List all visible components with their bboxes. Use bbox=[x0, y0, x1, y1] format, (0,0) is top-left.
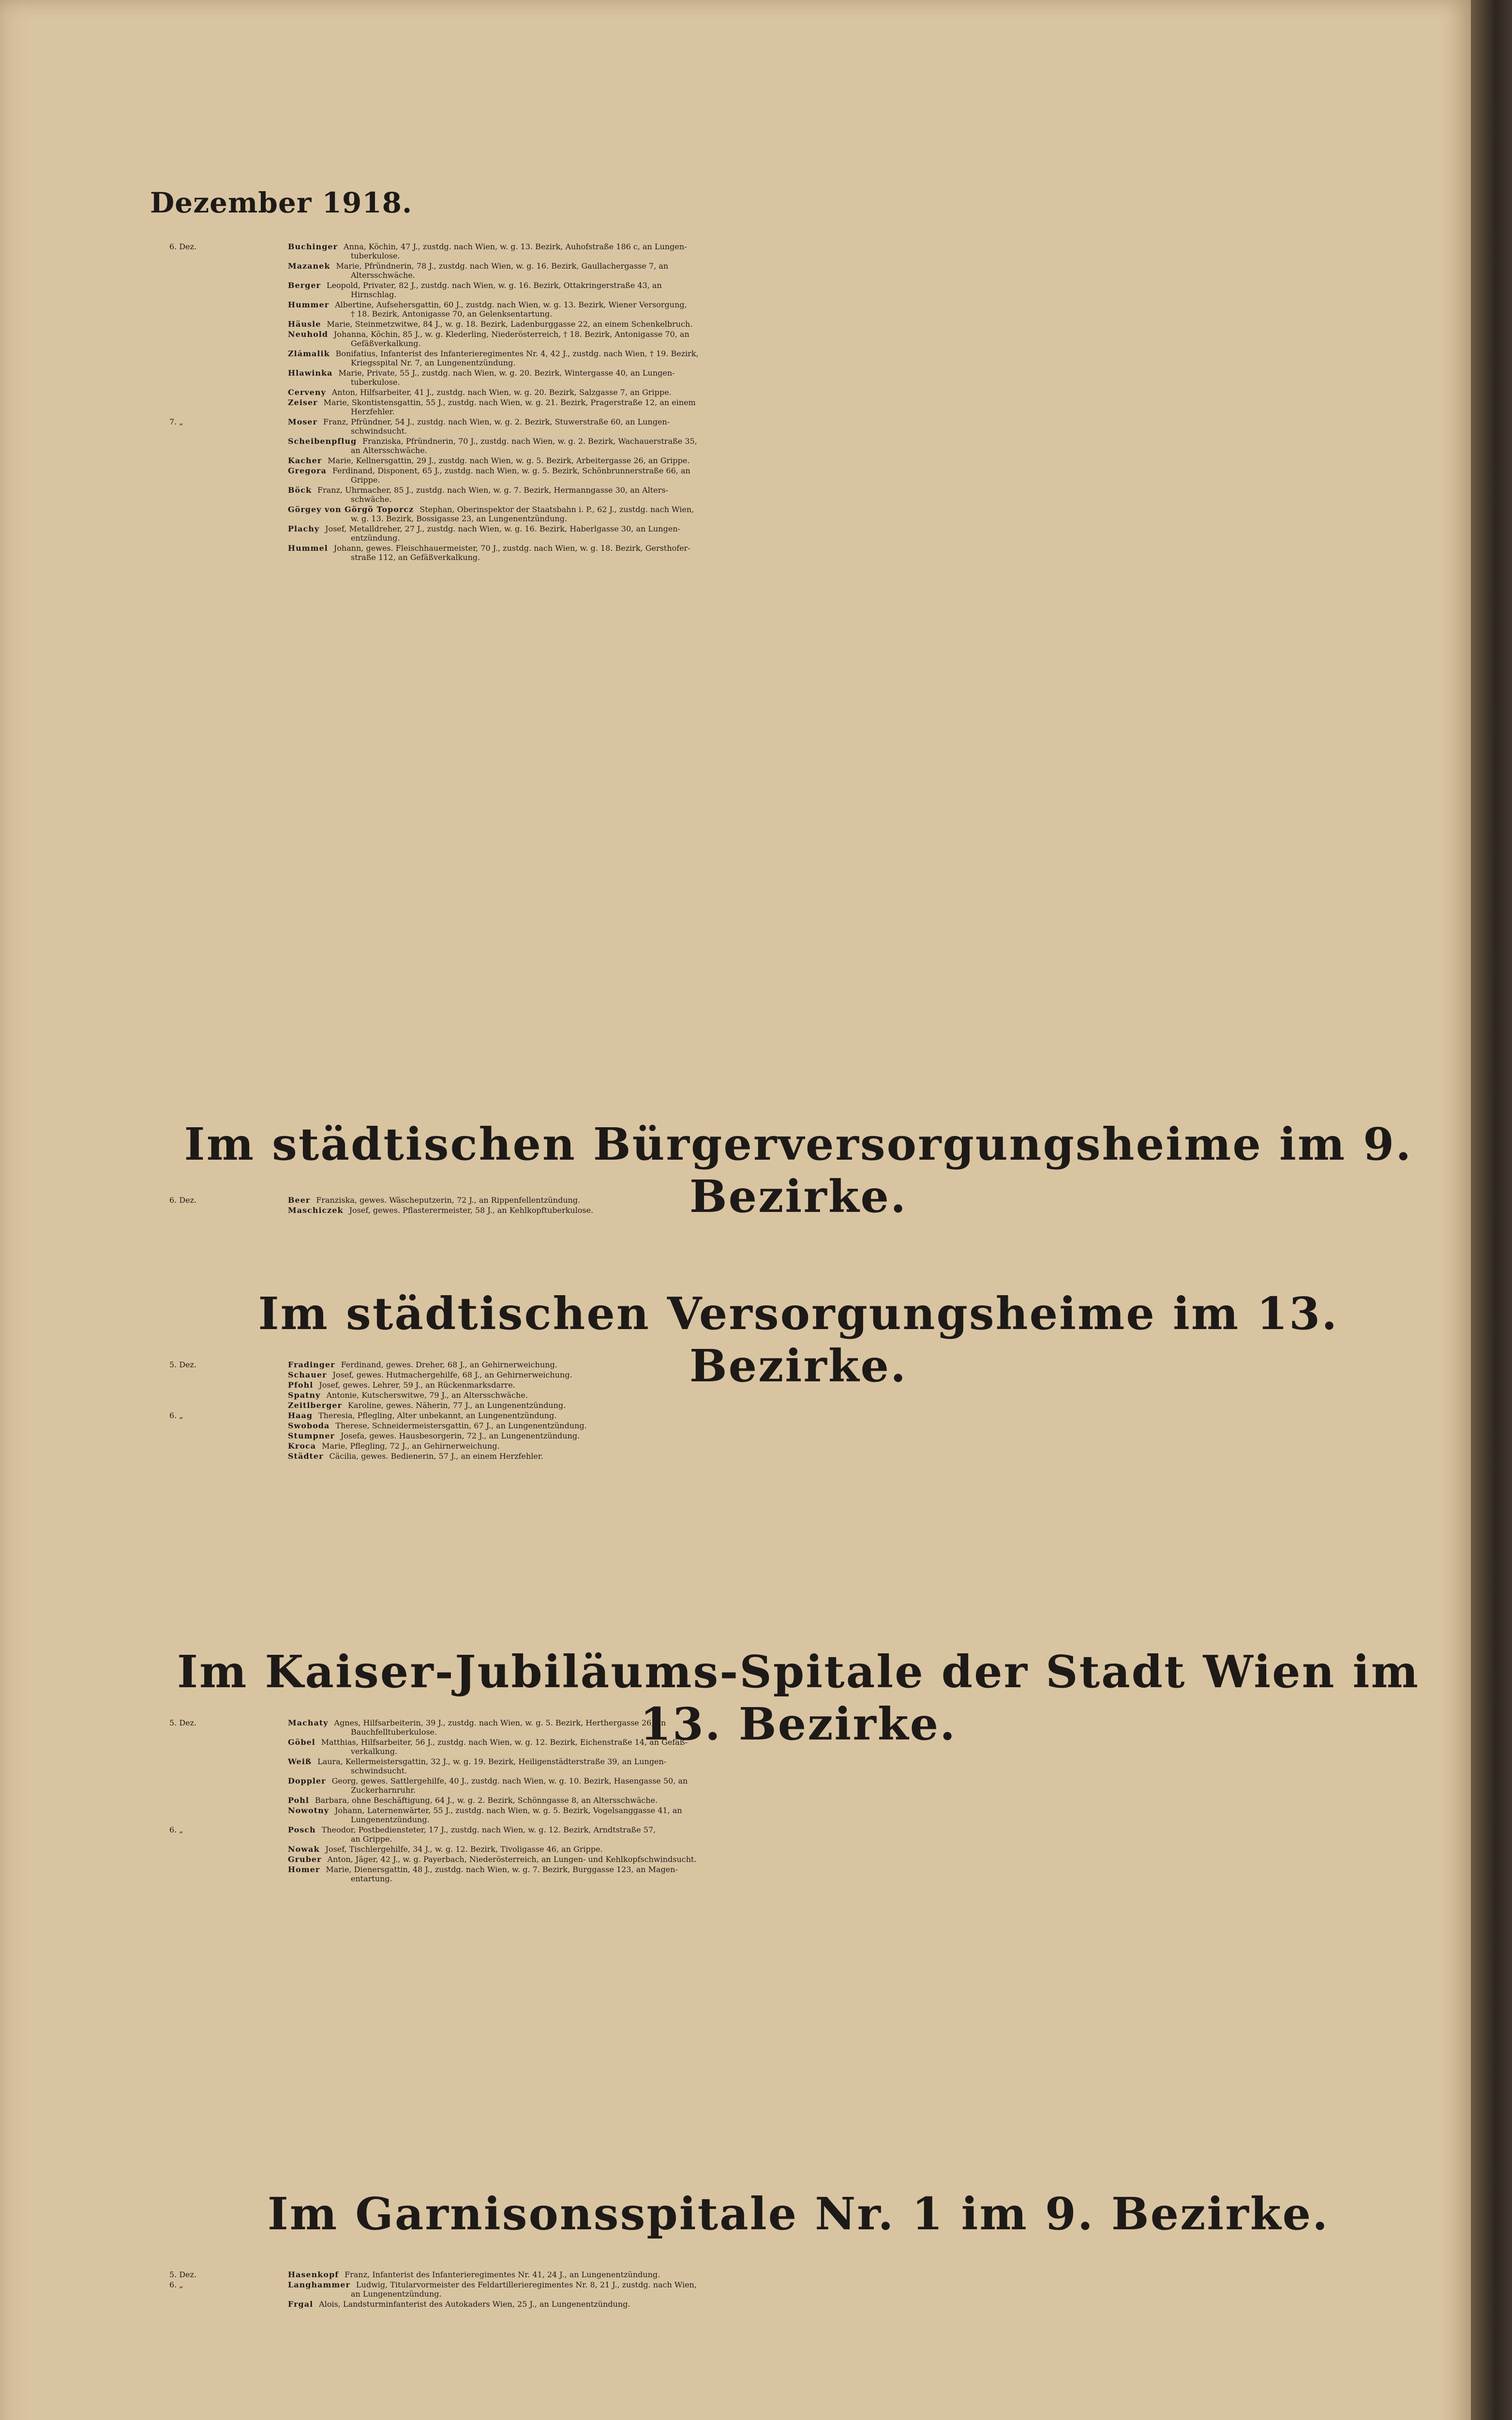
entry-surname: Weiß bbox=[288, 1757, 312, 1766]
entry-surname: Schauer bbox=[288, 1370, 327, 1379]
entry-surname: Städter bbox=[288, 1452, 324, 1461]
entry-surname: Zeitlberger bbox=[288, 1401, 342, 1410]
entry-date: 6. „ bbox=[169, 1411, 183, 1420]
death-record-entry bbox=[169, 1421, 1447, 1430]
entry-continuation: Gefäßverkalkung. bbox=[351, 339, 421, 348]
entry-details: Laura, Kellermeistersgattin, 32 J., w. g. 19. Bezirk, Heiligenstädterstraße 39, an Lungen- bbox=[317, 1757, 667, 1766]
entry-details: Ferdinand, gewes. Dreher, 68 J., an Gehirnerweichung. bbox=[341, 1360, 557, 1369]
entry-surname: Haag bbox=[288, 1411, 313, 1420]
entry-details: Theresia, Pflegling, Alter unbekannt, an Lungenentzündung. bbox=[318, 1411, 557, 1420]
death-record-entry bbox=[169, 2270, 1447, 2279]
entry-details: Anton, Jäger, 42 J., w. g. Payerbach, Niederösterreich, an Lungen- und Kehlkopfschwindsucht. bbox=[327, 1855, 697, 1864]
entry-continuation: an Altersschwäche. bbox=[351, 446, 427, 455]
entry-details: Marie, Kellnersgattin, 29 J., zustdg. nach Wien, w. g. 5. Bezirk, Arbeitergasse 26, an Grippe. bbox=[328, 456, 690, 465]
entry-surname: Scheibenpflug bbox=[288, 437, 357, 446]
entry-surname: Nowak bbox=[288, 1845, 320, 1854]
entry-surname: Böck bbox=[288, 485, 312, 495]
entry-continuation: entartung. bbox=[351, 1874, 392, 1883]
entry-details: Bonifatius, Infanterist des Infanterieregimentes Nr. 4, 42 J., zustdg. nach Wien, † 19. Bezirk, bbox=[335, 349, 699, 358]
death-record-entry bbox=[169, 1776, 1447, 1795]
entries-section-0 bbox=[169, 242, 1447, 563]
entry-surname: Neuhold bbox=[288, 330, 329, 339]
death-record-entry bbox=[169, 388, 1447, 397]
entry-details: Marie, Skontistensgattin, 55 J., zustdg. nach Wien, w. g. 21. Bezirk, Pragerstraße 12, an einem bbox=[323, 398, 696, 407]
entry-continuation: an Grippe. bbox=[351, 1834, 392, 1844]
entries-section-4 bbox=[169, 2270, 1447, 2310]
entry-continuation: w. g. 13. Bezirk, Bossigasse 23, an Lungenentzündung. bbox=[351, 514, 568, 523]
entries-section-2 bbox=[169, 1360, 1447, 1462]
entry-details: Marie, Pflegling, 72 J., an Gehirnerweichung. bbox=[322, 1441, 500, 1451]
entry-continuation: Zuckerharnruhr. bbox=[351, 1785, 416, 1795]
entry-details: Cäcilia, gewes. Bedienerin, 57 J., an einem Herzfehler. bbox=[329, 1452, 543, 1461]
death-record-entry bbox=[169, 281, 1447, 299]
entry-continuation: † 18. Bezirk, Antonigasse 70, an Gelenksentartung. bbox=[351, 309, 553, 318]
death-record-entry bbox=[169, 1738, 1447, 1756]
death-record-entry bbox=[169, 2299, 1447, 2309]
entry-surname: Kroca bbox=[288, 1441, 316, 1451]
entry-details: Antonie, Kutscherswitwe, 79 J., an Altersschwäche. bbox=[326, 1391, 528, 1400]
entry-continuation: an Lungenentzündung. bbox=[351, 2289, 442, 2299]
entry-details: Anton, Hilfsarbeiter, 41 J., zustdg. nach Wien, w. g. 20. Bezirk, Salzgasse 7, an Grippe. bbox=[331, 388, 672, 397]
entry-details: Alois, Landsturminfanterist des Autokaders Wien, 25 J., an Lungenentzündung. bbox=[319, 2299, 630, 2309]
death-record-entry bbox=[169, 368, 1447, 387]
entry-surname: Pfohl bbox=[288, 1380, 314, 1390]
entry-details: Johanna, Köchin, 85 J., w. g. Klederling, Niederösterreich, † 18. Bezirk, Antonigasse 70, an bbox=[334, 330, 689, 339]
death-record-entry bbox=[169, 1796, 1447, 1805]
entry-details: Anna, Köchin, 47 J., zustdg. nach Wien, w. g. 13. Bezirk, Auhofstraße 186 c, an Lungen- bbox=[344, 242, 687, 251]
entry-surname: Häusle bbox=[288, 319, 321, 329]
entry-details: Barbara, ohne Beschäftigung, 64 J., w. g. 2. Bezirk, Schönngasse 8, an Altersschwäche. bbox=[314, 1796, 658, 1805]
entry-details: Franziska, Pfründnerin, 70 J., zustdg. nach Wien, w. g. 2. Bezirk, Wachauerstraße 35, bbox=[362, 437, 697, 446]
entry-details: Ferdinand, Disponent, 65 J., zustdg. nach Wien, w. g. 5. Bezirk, Schönbrunnerstraße 66, an bbox=[332, 466, 690, 475]
entry-surname: Zeiser bbox=[288, 398, 318, 407]
entry-surname: Langhammer bbox=[288, 2280, 350, 2289]
entry-surname: Plachy bbox=[288, 524, 320, 533]
entry-surname: Kacher bbox=[288, 456, 322, 465]
death-record-entry bbox=[169, 1431, 1447, 1440]
entry-surname: Frgal bbox=[288, 2299, 314, 2309]
death-record-entry bbox=[169, 2280, 1447, 2299]
entry-details: Johann, Laternenwärter, 55 J., zustdg. nach Wien, w. g. 5. Bezirk, Vogelsanggasse 41, an bbox=[335, 1806, 682, 1815]
entry-surname: Beer bbox=[288, 1195, 311, 1205]
entry-surname: Swoboda bbox=[288, 1421, 330, 1430]
death-record-entry bbox=[169, 349, 1447, 367]
entry-details: Josef, Metalldreher, 27 J., zustdg. nach Wien, w. g. 16. Bezirk, Haberlgasse 30, an Lungen- bbox=[325, 524, 681, 533]
entry-details: Agnes, Hilfsarbeiterin, 39 J., zustdg. nach Wien, w. g. 5. Bezirk, Herthergasse 26, an bbox=[334, 1718, 666, 1727]
entry-details: Stephan, Oberinspektor der Staatsbahn i. P., 62 J., zustdg. nach Wien, bbox=[419, 505, 694, 514]
entry-details: Josef, gewes. Hutmachergehilfe, 68 J., an Gehirnerweichung. bbox=[332, 1370, 572, 1379]
entry-surname: Pohl bbox=[288, 1796, 309, 1805]
entry-details: Karoline, gewes. Näherin, 77 J., an Lungenentzündung. bbox=[348, 1401, 566, 1410]
death-record-entry bbox=[169, 319, 1447, 329]
entry-continuation: tuberkulose. bbox=[351, 378, 400, 387]
entry-date: 7. „ bbox=[169, 417, 183, 426]
entry-continuation: Bauchfelltuberkulose. bbox=[351, 1727, 437, 1737]
entry-continuation: Herzfehler. bbox=[351, 407, 395, 416]
death-record-entry bbox=[169, 1825, 1447, 1844]
death-record-entry bbox=[169, 1370, 1447, 1379]
entry-details: Theodor, Postbediensteter, 17 J., zustdg. nach Wien, w. g. 12. Bezirk, Arndtstraße 57, bbox=[321, 1825, 656, 1834]
entry-surname: Homer bbox=[288, 1865, 320, 1874]
entry-date: 6. Dez. bbox=[169, 1195, 197, 1205]
entry-continuation: entzündung. bbox=[351, 533, 400, 543]
entry-details: Marie, Steinmetzwitwe, 84 J., w. g. 18. Bezirk, Ladenburggasse 22, an einem Schenkelbruch. bbox=[327, 319, 693, 329]
section-heading-4: Im Garnisonsspitale Nr. 1 im 9. Bezirke. bbox=[267, 2188, 1330, 2240]
entry-date: 6. „ bbox=[169, 1825, 183, 1834]
entry-surname: Doppler bbox=[288, 1776, 326, 1785]
entry-details: Josef, gewes. Pflasterermeister, 58 J., an Kehlkopftuberkulose. bbox=[349, 1206, 594, 1215]
death-record-entry bbox=[169, 1806, 1447, 1824]
entry-date: 6. „ bbox=[169, 2280, 183, 2289]
entry-continuation: Kriegsspital Nr. 7, an Lungenentzündung. bbox=[351, 358, 516, 367]
death-record-entry bbox=[169, 1845, 1447, 1854]
section-heading-1: Im städtischen Bürgerversorgungsheime im 9. Bezirke. bbox=[184, 1118, 1413, 1223]
death-record-entry bbox=[169, 1865, 1447, 1883]
entry-surname: Hummer bbox=[288, 300, 329, 309]
entry-surname: Posch bbox=[288, 1825, 316, 1834]
entry-surname: Berger bbox=[288, 281, 321, 290]
death-record-entry bbox=[169, 1206, 1447, 1215]
entry-date: 5. Dez. bbox=[169, 1718, 197, 1727]
death-record-entry bbox=[169, 1757, 1447, 1775]
death-record-entry bbox=[169, 456, 1447, 465]
entry-surname: Machaty bbox=[288, 1718, 329, 1727]
death-record-entry bbox=[169, 1452, 1447, 1461]
entry-continuation: tuberkulose. bbox=[351, 251, 400, 260]
death-record-entry bbox=[169, 398, 1447, 416]
entry-continuation: schwäche. bbox=[351, 495, 392, 504]
book-spine bbox=[1471, 0, 1512, 2420]
death-record-entry bbox=[169, 505, 1447, 523]
entry-surname: Fradinger bbox=[288, 1360, 335, 1369]
entry-details: Marie, Dienersgattin, 48 J., zustdg. nach Wien, w. g. 7. Bezirk, Burggasse 123, an Magen- bbox=[326, 1865, 678, 1874]
entry-details: Franz, Infanterist des Infanterieregimentes Nr. 41, 24 J., an Lungenentzündung. bbox=[344, 2270, 660, 2279]
entry-surname: Zlámalik bbox=[288, 349, 330, 358]
death-record-entry bbox=[169, 1855, 1447, 1864]
entry-surname: Görgey von Görgö Toporcz bbox=[288, 505, 414, 514]
entry-surname: Gregora bbox=[288, 466, 327, 475]
entry-continuation: Altersschwäche. bbox=[351, 271, 415, 280]
entry-surname: Spatny bbox=[288, 1391, 321, 1400]
entry-continuation: schwindsucht. bbox=[351, 1766, 407, 1775]
section-heading-3: Im Kaiser-Jubiläums-Spitale der Stadt Wien im 13. Bezirke. bbox=[177, 1646, 1420, 1750]
death-record-entry bbox=[169, 417, 1447, 436]
entry-surname: Hummel bbox=[288, 544, 328, 553]
entry-details: Johann, gewes. Fleischhauermeister, 70 J., zustdg. nach Wien, w. g. 18. Bezirk, Gersthofer- bbox=[333, 544, 690, 553]
death-record-entry bbox=[169, 242, 1447, 260]
entry-details: Ludwig, Titularvormeister des Feldartillerieregimentes Nr. 8, 21 J., zustdg. nach Wien, bbox=[356, 2280, 697, 2289]
entry-surname: Mazanek bbox=[288, 261, 330, 271]
entry-continuation: verkalkung. bbox=[351, 1747, 398, 1756]
death-record-entry bbox=[169, 261, 1447, 280]
entry-surname: Moser bbox=[288, 417, 317, 426]
death-record-entry bbox=[169, 485, 1447, 504]
entry-details: Matthias, Hilfsarbeiter, 56 J., zustdg. nach Wien, w. g. 12. Bezirk, Eichenstraße 14, an Gefäß- bbox=[321, 1738, 688, 1747]
entry-surname: Maschiczek bbox=[288, 1206, 344, 1215]
entry-details: Marie, Private, 55 J., zustdg. nach Wien, w. g. 20. Bezirk, Wintergasse 40, an Lungen- bbox=[338, 368, 675, 378]
entry-details: Georg, gewes. Sattlergehilfe, 40 J., zustdg. nach Wien, w. g. 10. Bezirk, Hasengasse 50, an bbox=[331, 1776, 688, 1785]
entry-continuation: Grippe. bbox=[351, 475, 380, 484]
entry-date: 6. Dez. bbox=[169, 242, 197, 251]
entry-details: Franz, Uhrmacher, 85 J., zustdg. nach Wien, w. g. 7. Bezirk, Hermanngasse 30, an Alters- bbox=[317, 485, 668, 495]
entry-details: Franz, Pfründner, 54 J., zustdg. nach Wien, w. g. 2. Bezirk, Stuwerstraße 60, an Lungen- bbox=[323, 417, 670, 426]
entry-surname: Buchinger bbox=[288, 242, 338, 251]
death-record-entry bbox=[169, 466, 1447, 484]
entry-continuation: Lungenentzündung. bbox=[351, 1815, 430, 1824]
death-record-entry bbox=[169, 300, 1447, 318]
entry-surname: Gruber bbox=[288, 1855, 322, 1864]
entry-surname: Nowotny bbox=[288, 1806, 329, 1815]
entry-surname: Cerveny bbox=[288, 388, 326, 397]
death-record-entry bbox=[169, 524, 1447, 543]
entry-details: Marie, Pfründnerin, 78 J., zustdg. nach Wien, w. g. 16. Bezirk, Gaullachergasse 7, an bbox=[336, 261, 669, 271]
entry-date: 5. Dez. bbox=[169, 2270, 197, 2279]
entry-continuation: Hirnschlag. bbox=[351, 290, 397, 299]
death-record-entry bbox=[169, 1401, 1447, 1410]
entry-date: 5. Dez. bbox=[169, 1360, 197, 1369]
entry-continuation: straße 112, an Gefäßverkalkung. bbox=[351, 553, 480, 562]
death-record-entry bbox=[169, 330, 1447, 348]
death-record-entry bbox=[169, 1195, 1447, 1205]
page-heading: Dezember 1918. bbox=[150, 186, 413, 219]
entry-details: Therese, Schneidermeistersgattin, 67 J., an Lungenentzündung. bbox=[335, 1421, 587, 1430]
entries-section-3 bbox=[169, 1718, 1447, 1884]
death-record-entry bbox=[169, 1718, 1447, 1737]
death-record-entry bbox=[169, 1391, 1447, 1400]
entries-section-1 bbox=[169, 1195, 1447, 1216]
entry-details: Josef, Tischlergehilfe, 34 J., w. g. 12. Bezirk, Tivoligasse 46, an Grippe. bbox=[325, 1845, 603, 1854]
entry-details: Franziska, gewes. Wäscheputzerin, 72 J., an Rippenfellentzündung. bbox=[316, 1195, 581, 1205]
entry-details: Albertine, Aufsehersgattin, 60 J., zustdg. nach Wien, w. g. 13. Bezirk, Wiener Versorgung, bbox=[335, 300, 687, 309]
section-heading-2: Im städtischen Versorgungsheime im 13. Bezirke. bbox=[258, 1287, 1339, 1392]
entry-surname: Hlawinka bbox=[288, 368, 333, 378]
entry-surname: Stumpner bbox=[288, 1431, 335, 1440]
entry-details: Josefa, gewes. Hausbesorgerin, 72 J., an Lungenentzündung. bbox=[340, 1431, 580, 1440]
entry-details: Josef, gewes. Lehrer, 59 J., an Rückenmarksdarre. bbox=[319, 1380, 515, 1390]
entry-continuation: schwindsucht. bbox=[351, 426, 407, 436]
entry-surname: Göbel bbox=[288, 1738, 315, 1747]
death-record-entry bbox=[169, 437, 1447, 455]
death-record-entry bbox=[169, 1411, 1447, 1420]
entry-details: Leopold, Privater, 82 J., zustdg. nach Wien, w. g. 16. Bezirk, Ottakringerstraße 43, an bbox=[326, 281, 662, 290]
entry-surname: Hasenkopf bbox=[288, 2270, 339, 2279]
death-record-entry bbox=[169, 1441, 1447, 1451]
death-record-entry bbox=[169, 544, 1447, 562]
death-record-entry bbox=[169, 1380, 1447, 1390]
death-record-entry bbox=[169, 1360, 1447, 1369]
